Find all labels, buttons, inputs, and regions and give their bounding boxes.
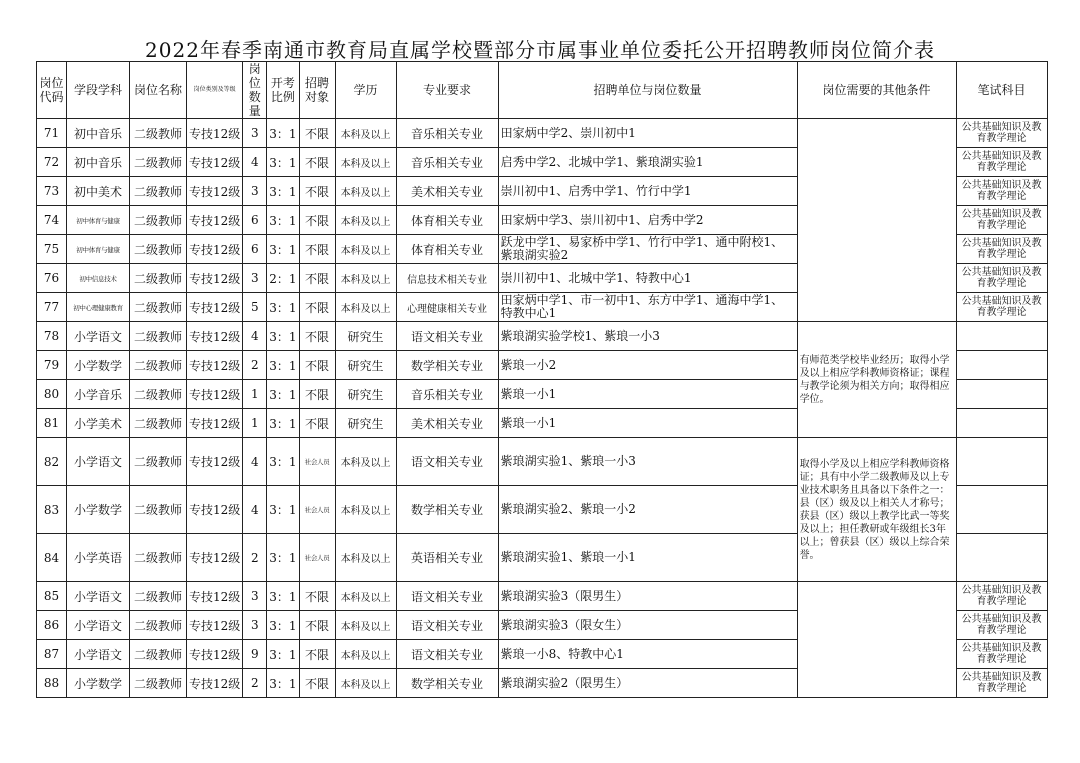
table-row — [37, 582, 1048, 611]
ratio-cell: 3：1 — [267, 206, 299, 235]
ratio-cell: 3：1 — [267, 177, 299, 206]
units-cell: 崇川初中1、启秀中学1、竹行中学1 — [498, 177, 797, 206]
grade-cell: 专技12级 — [187, 293, 243, 322]
units-cell: 紫琅湖实验学校1、紫琅一小3 — [498, 322, 797, 351]
header-exam: 笔试科目 — [956, 62, 1047, 119]
subject-cell: 小学语文 — [67, 640, 130, 669]
exam-cell: 公共基础知识及教育教学理论 — [956, 177, 1047, 206]
major-cell: 语文相关专业 — [396, 438, 498, 486]
education-cell: 本科及以上 — [335, 119, 396, 148]
target-cell: 不限 — [299, 148, 335, 177]
count-cell: 3 — [243, 611, 267, 640]
target-cell: 不限 — [299, 380, 335, 409]
position-name: 二级教师 — [130, 409, 187, 438]
target-cell: 不限 — [299, 293, 335, 322]
major-cell: 英语相关专业 — [396, 534, 498, 582]
ratio-cell: 3：1 — [267, 611, 299, 640]
target-cell: 社会人员 — [299, 438, 335, 486]
subject-cell: 小学数学 — [67, 669, 130, 698]
units-cell: 紫琅一小8、特教中心1 — [498, 640, 797, 669]
ratio-cell: 3：1 — [267, 235, 299, 264]
position-name: 二级教师 — [130, 438, 187, 486]
position-code: 76 — [37, 264, 67, 293]
header-row — [37, 62, 1048, 119]
grade-cell: 专技12级 — [187, 534, 243, 582]
header-conditions: 岗位需要的其他条件 — [797, 62, 956, 119]
target-cell: 不限 — [299, 322, 335, 351]
position-name: 二级教师 — [130, 486, 187, 534]
position-code: 75 — [37, 235, 67, 264]
major-cell: 数学相关专业 — [396, 669, 498, 698]
target-cell: 不限 — [299, 264, 335, 293]
target-cell: 不限 — [299, 640, 335, 669]
target-cell: 社会人员 — [299, 534, 335, 582]
grade-cell: 专技12级 — [187, 409, 243, 438]
subject-cell: 小学美术 — [67, 409, 130, 438]
count-cell: 2 — [243, 534, 267, 582]
count-cell: 9 — [243, 640, 267, 669]
conditions-cell — [797, 582, 956, 698]
exam-cell: 公共基础知识及教育教学理论 — [956, 235, 1047, 264]
major-cell: 语文相关专业 — [396, 582, 498, 611]
header-units: 招聘单位与岗位数量 — [498, 62, 797, 119]
position-name: 二级教师 — [130, 206, 187, 235]
exam-cell: 公共基础知识及教育教学理论 — [956, 669, 1047, 698]
target-cell: 不限 — [299, 235, 335, 264]
subject-cell: 小学数学 — [67, 486, 130, 534]
education-cell: 研究生 — [335, 409, 396, 438]
conditions-cell: 有师范类学校毕业经历；取得小学及以上相应学科教师资格证；课程与教学论须为相关方向；取得相应学位。 — [797, 322, 956, 438]
page-title: 2022年春季南通市教育局直属学校暨部分市属事业单位委托公开招聘教师岗位简介表 — [145, 38, 935, 62]
major-cell: 数学相关专业 — [396, 351, 498, 380]
education-cell: 本科及以上 — [335, 669, 396, 698]
major-cell: 音乐相关专业 — [396, 148, 498, 177]
ratio-cell: 3：1 — [267, 322, 299, 351]
position-name: 二级教师 — [130, 380, 187, 409]
position-name: 二级教师 — [130, 351, 187, 380]
units-cell: 紫琅一小2 — [498, 351, 797, 380]
target-cell: 不限 — [299, 669, 335, 698]
count-cell: 4 — [243, 322, 267, 351]
table-row — [37, 438, 1048, 486]
education-cell: 本科及以上 — [335, 177, 396, 206]
position-code: 84 — [37, 534, 67, 582]
units-cell: 紫琅湖实验2（限男生） — [498, 669, 797, 698]
subject-cell: 初中体育与健康 — [67, 235, 130, 264]
table-row — [37, 119, 1048, 148]
position-name: 二级教师 — [130, 119, 187, 148]
position-code: 83 — [37, 486, 67, 534]
education-cell: 本科及以上 — [335, 235, 396, 264]
ratio-cell: 3：1 — [267, 380, 299, 409]
major-cell: 体育相关专业 — [396, 206, 498, 235]
exam-cell: 公共基础知识及教育教学理论 — [956, 206, 1047, 235]
exam-cell — [956, 438, 1047, 486]
header-subject: 学段学科 — [67, 62, 130, 119]
target-cell: 不限 — [299, 611, 335, 640]
subject-cell: 小学音乐 — [67, 380, 130, 409]
position-code: 88 — [37, 669, 67, 698]
education-cell: 研究生 — [335, 322, 396, 351]
units-cell: 跃龙中学1、易家桥中学1、竹行中学1、通中附校1、紫琅湖实验2 — [498, 235, 797, 264]
grade-cell: 专技12级 — [187, 669, 243, 698]
subject-cell: 小学语文 — [67, 611, 130, 640]
education-cell: 本科及以上 — [335, 582, 396, 611]
exam-cell: 公共基础知识及教育教学理论 — [956, 640, 1047, 669]
exam-cell: 公共基础知识及教育教学理论 — [956, 293, 1047, 322]
table-row — [37, 322, 1048, 351]
units-cell: 紫琅湖实验2、紫琅一小2 — [498, 486, 797, 534]
units-cell: 紫琅湖实验3（限男生） — [498, 582, 797, 611]
grade-cell: 专技12级 — [187, 235, 243, 264]
ratio-cell: 2：1 — [267, 264, 299, 293]
header-major: 专业要求 — [396, 62, 498, 119]
grade-cell: 专技12级 — [187, 206, 243, 235]
grade-cell: 专技12级 — [187, 351, 243, 380]
target-cell: 不限 — [299, 177, 335, 206]
education-cell: 本科及以上 — [335, 640, 396, 669]
units-cell: 田家炳中学1、市一初中1、东方中学1、通海中学1、特教中心1 — [498, 293, 797, 322]
conditions-cell: 取得小学及以上相应学科教师资格证；具有中小学二级教师及以上专业技术职务且具备以下条件之一：县（区）级及以上相关人才称号；获县（区）级以上教学比武一等奖及以上；担任教研或年级组长3年以上；曾获县（区）级以上综合荣誉。 — [797, 438, 956, 582]
education-cell: 研究生 — [335, 351, 396, 380]
grade-cell: 专技12级 — [187, 438, 243, 486]
ratio-cell: 3：1 — [267, 351, 299, 380]
position-code: 71 — [37, 119, 67, 148]
major-cell: 体育相关专业 — [396, 235, 498, 264]
subject-cell: 初中体育与健康 — [67, 206, 130, 235]
ratio-cell: 3：1 — [267, 148, 299, 177]
position-name: 二级教师 — [130, 148, 187, 177]
ratio-cell: 3：1 — [267, 534, 299, 582]
ratio-cell: 3：1 — [267, 582, 299, 611]
position-name: 二级教师 — [130, 611, 187, 640]
count-cell: 3 — [243, 264, 267, 293]
exam-cell: 公共基础知识及教育教学理论 — [956, 582, 1047, 611]
count-cell: 6 — [243, 206, 267, 235]
exam-cell — [956, 534, 1047, 582]
education-cell: 本科及以上 — [335, 486, 396, 534]
grade-cell: 专技12级 — [187, 148, 243, 177]
subject-cell: 小学语文 — [67, 582, 130, 611]
position-name: 二级教师 — [130, 235, 187, 264]
units-cell: 田家炳中学3、崇川初中1、启秀中学2 — [498, 206, 797, 235]
target-cell: 不限 — [299, 119, 335, 148]
units-cell: 紫琅湖实验1、紫琅一小1 — [498, 534, 797, 582]
ratio-cell: 3：1 — [267, 669, 299, 698]
grade-cell: 专技12级 — [187, 177, 243, 206]
major-cell: 音乐相关专业 — [396, 380, 498, 409]
conditions-cell — [797, 119, 956, 322]
grade-cell: 专技12级 — [187, 380, 243, 409]
position-name: 二级教师 — [130, 322, 187, 351]
position-code: 85 — [37, 582, 67, 611]
target-cell: 不限 — [299, 206, 335, 235]
grade-cell: 专技12级 — [187, 640, 243, 669]
exam-cell — [956, 409, 1047, 438]
ratio-cell: 3：1 — [267, 438, 299, 486]
units-cell: 紫琅湖实验1、紫琅一小3 — [498, 438, 797, 486]
count-cell: 4 — [243, 438, 267, 486]
major-cell: 语文相关专业 — [396, 611, 498, 640]
target-cell: 不限 — [299, 409, 335, 438]
count-cell: 5 — [243, 293, 267, 322]
subject-cell: 初中音乐 — [67, 119, 130, 148]
table-body — [37, 119, 1048, 698]
major-cell: 语文相关专业 — [396, 640, 498, 669]
subject-cell: 初中美术 — [67, 177, 130, 206]
education-cell: 研究生 — [335, 380, 396, 409]
position-code: 73 — [37, 177, 67, 206]
count-cell: 3 — [243, 582, 267, 611]
ratio-cell: 3：1 — [267, 640, 299, 669]
position-name: 二级教师 — [130, 582, 187, 611]
header-grade: 岗位类别及等级 — [187, 62, 243, 119]
position-code: 72 — [37, 148, 67, 177]
header-count: 岗位数量 — [243, 62, 267, 119]
position-code: 81 — [37, 409, 67, 438]
units-cell: 紫琅湖实验3（限女生） — [498, 611, 797, 640]
subject-cell: 小学语文 — [67, 322, 130, 351]
position-code: 86 — [37, 611, 67, 640]
units-cell: 崇川初中1、北城中学1、特教中心1 — [498, 264, 797, 293]
header-name: 岗位名称 — [130, 62, 187, 119]
count-cell: 4 — [243, 486, 267, 534]
target-cell: 不限 — [299, 351, 335, 380]
count-cell: 6 — [243, 235, 267, 264]
grade-cell: 专技12级 — [187, 119, 243, 148]
exam-cell — [956, 322, 1047, 351]
exam-cell: 公共基础知识及教育教学理论 — [956, 611, 1047, 640]
subject-cell: 小学语文 — [67, 438, 130, 486]
position-name: 二级教师 — [130, 534, 187, 582]
header-ratio: 开考比例 — [267, 62, 299, 119]
education-cell: 本科及以上 — [335, 293, 396, 322]
units-cell: 紫琅一小1 — [498, 380, 797, 409]
ratio-cell: 3：1 — [267, 409, 299, 438]
units-cell: 紫琅一小1 — [498, 409, 797, 438]
ratio-cell: 3：1 — [267, 293, 299, 322]
position-name: 二级教师 — [130, 293, 187, 322]
position-code: 82 — [37, 438, 67, 486]
count-cell: 1 — [243, 380, 267, 409]
position-name: 二级教师 — [130, 177, 187, 206]
grade-cell: 专技12级 — [187, 322, 243, 351]
grade-cell: 专技12级 — [187, 264, 243, 293]
count-cell: 2 — [243, 351, 267, 380]
grade-cell: 专技12级 — [187, 611, 243, 640]
count-cell: 2 — [243, 669, 267, 698]
exam-cell: 公共基础知识及教育教学理论 — [956, 119, 1047, 148]
position-name: 二级教师 — [130, 669, 187, 698]
position-name: 二级教师 — [130, 640, 187, 669]
units-cell: 启秀中学2、北城中学1、紫琅湖实验1 — [498, 148, 797, 177]
target-cell: 社会人员 — [299, 486, 335, 534]
header-target: 招聘对象 — [299, 62, 335, 119]
count-cell: 1 — [243, 409, 267, 438]
units-cell: 田家炳中学2、崇川初中1 — [498, 119, 797, 148]
count-cell: 3 — [243, 177, 267, 206]
major-cell: 音乐相关专业 — [396, 119, 498, 148]
education-cell: 本科及以上 — [335, 534, 396, 582]
subject-cell: 小学英语 — [67, 534, 130, 582]
exam-cell — [956, 380, 1047, 409]
header-code: 岗位代码 — [37, 62, 67, 119]
position-code: 77 — [37, 293, 67, 322]
grade-cell: 专技12级 — [187, 582, 243, 611]
ratio-cell: 3：1 — [267, 119, 299, 148]
education-cell: 本科及以上 — [335, 438, 396, 486]
subject-cell: 小学数学 — [67, 351, 130, 380]
exam-cell — [956, 351, 1047, 380]
major-cell: 美术相关专业 — [396, 409, 498, 438]
count-cell: 4 — [243, 148, 267, 177]
subject-cell: 初中信息技术 — [67, 264, 130, 293]
header-edu: 学历 — [335, 62, 396, 119]
position-code: 74 — [37, 206, 67, 235]
education-cell: 本科及以上 — [335, 206, 396, 235]
position-code: 78 — [37, 322, 67, 351]
education-cell: 本科及以上 — [335, 611, 396, 640]
major-cell: 信息技术相关专业 — [396, 264, 498, 293]
exam-cell: 公共基础知识及教育教学理论 — [956, 264, 1047, 293]
count-cell: 3 — [243, 119, 267, 148]
major-cell: 语文相关专业 — [396, 322, 498, 351]
subject-cell: 初中心理健康教育 — [67, 293, 130, 322]
positions-table — [36, 61, 1048, 698]
position-code: 87 — [37, 640, 67, 669]
major-cell: 数学相关专业 — [396, 486, 498, 534]
major-cell: 心理健康相关专业 — [396, 293, 498, 322]
position-code: 80 — [37, 380, 67, 409]
target-cell: 不限 — [299, 582, 335, 611]
position-name: 二级教师 — [130, 264, 187, 293]
position-code: 79 — [37, 351, 67, 380]
education-cell: 本科及以上 — [335, 148, 396, 177]
subject-cell: 初中音乐 — [67, 148, 130, 177]
education-cell: 本科及以上 — [335, 264, 396, 293]
ratio-cell: 3：1 — [267, 486, 299, 534]
exam-cell: 公共基础知识及教育教学理论 — [956, 148, 1047, 177]
major-cell: 美术相关专业 — [396, 177, 498, 206]
grade-cell: 专技12级 — [187, 486, 243, 534]
exam-cell — [956, 486, 1047, 534]
